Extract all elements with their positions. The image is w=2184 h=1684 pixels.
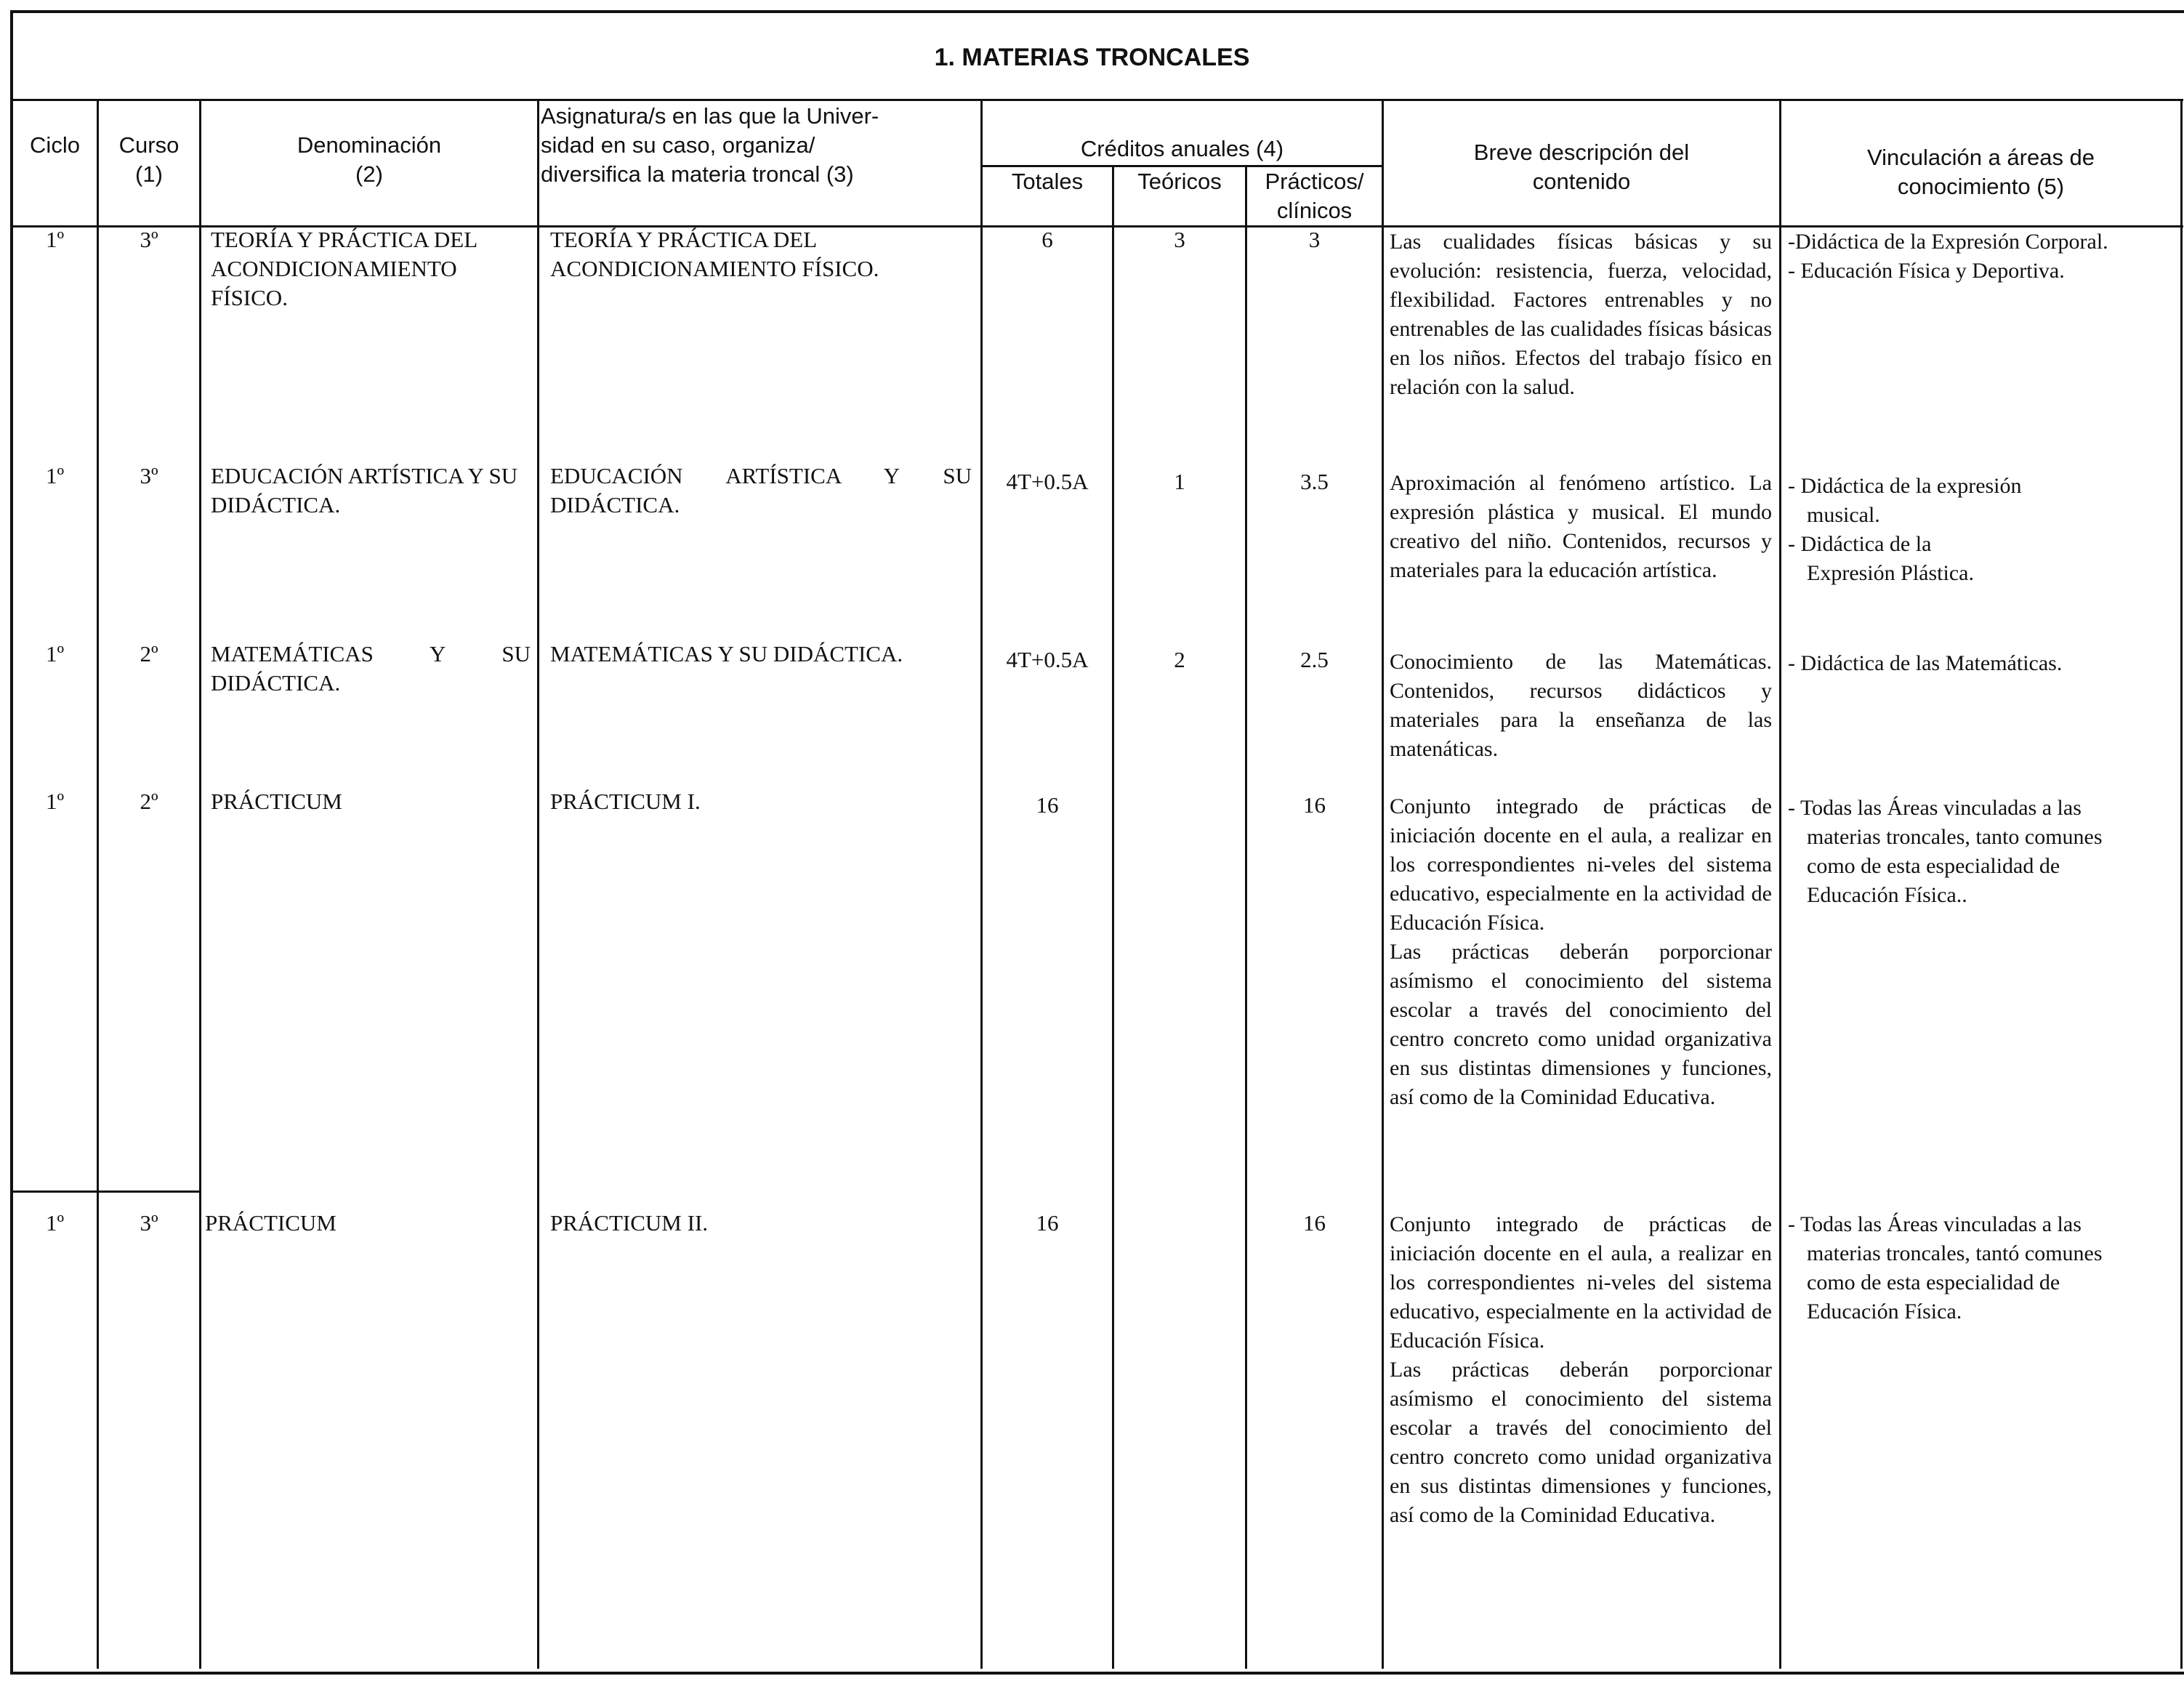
cell-areas bbox=[1788, 1210, 2151, 1326]
cell-asignatura: TEORÍA Y PRÁCTICA DEL ACONDICIONAMIENTO FÍSICO. bbox=[550, 227, 879, 281]
area-item: - Todas las Áreas vinculadas a las materias troncales, tanto comunes como de esta especialidad de Educación Física.. bbox=[1788, 796, 2103, 907]
cell-areas bbox=[1788, 794, 2151, 910]
cell-practicos: 16 bbox=[1303, 792, 1326, 818]
col-divider bbox=[1779, 99, 1781, 1669]
header-teoricos: Teóricos bbox=[1137, 169, 1222, 194]
cell-practicos: 2.5 bbox=[1300, 647, 1329, 672]
cell-totales: 16 bbox=[1036, 1210, 1059, 1236]
cell-totales: 4T+0.5A bbox=[1006, 469, 1089, 494]
header-ciclo: Ciclo bbox=[30, 132, 80, 158]
area-item: - Didáctica de la expresión musical. bbox=[1788, 474, 2022, 527]
header-creditos: Créditos anuales (4) bbox=[1080, 136, 1284, 161]
descripcion-paragraph: Las prácticas deberán porporcionar asímismo el conocimiento del sistema escolar a través del conocimiento del centro concreto como unidad organizativa en sus distintas dimensiones y funciones, así como de la Cominidad Educativa. bbox=[1390, 940, 1772, 1109]
cell-practicos: 3.5 bbox=[1300, 469, 1329, 494]
header-curso: Curso (1) bbox=[118, 132, 180, 187]
cell-ciclo: 1º bbox=[45, 1210, 65, 1236]
cell-areas bbox=[1788, 227, 2180, 286]
col-divider bbox=[97, 99, 99, 1669]
cell-totales: 16 bbox=[1036, 792, 1059, 818]
descripcion-paragraph: Las prácticas deberán porporcionar asímismo el conocimiento del sistema escolar a través del conocimiento del centro concreto como unidad organizativa en sus distintas dimensiones y funciones, así como de la Cominidad Educativa. bbox=[1390, 1358, 1772, 1527]
col-divider bbox=[1382, 99, 1384, 1669]
cell-totales: 4T+0.5A bbox=[1006, 647, 1089, 672]
cell-curso: 3º bbox=[140, 227, 158, 252]
cell-descripcion bbox=[1390, 1210, 1772, 1530]
cell-descripcion: Las cualidades físicas básicas y su evolución: resistencia, fuerza, velocidad, flexibilidad. Factores entrenables y no entrenables de las cualidades físicas básicas en los niños. Efectos del trabajo físico en relación con la salud. bbox=[1390, 230, 1772, 399]
cell-asignatura: MATEMÁTICAS Y SU DIDÁCTICA. bbox=[550, 641, 903, 666]
cell-curso: 3º bbox=[140, 463, 158, 488]
cell-denominacion: EDUCACIÓN ARTÍSTICA Y SU DIDÁCTICA. bbox=[211, 463, 518, 517]
cell-ciclo: 1º bbox=[45, 463, 65, 488]
col-divider bbox=[1112, 165, 1114, 1669]
cell-ciclo: 1º bbox=[45, 641, 65, 666]
header-denominacion: Denominación (2) bbox=[297, 132, 442, 187]
header-descripcion: Breve descripción del contenido bbox=[1473, 140, 1690, 194]
descripcion-paragraph: Conjunto integrado de prácticas de iniciación docente en el aula, a realizar en los correspondientes ni-veles del sistema educativo, especialmente en la actividad de Educación Física. bbox=[1390, 794, 1772, 935]
cell-denominacion: PRÁCTICUM bbox=[205, 1210, 337, 1236]
area-item: - Todas las Áreas vinculadas a las materias troncales, tantó comunes como de esta especialidad de Educación Física. bbox=[1788, 1212, 2103, 1324]
cell-asignatura: PRÁCTICUM II. bbox=[550, 1210, 709, 1236]
cell-asignatura: EDUCACIÓN ARTÍSTICA Y SU DIDÁCTICA. bbox=[550, 463, 972, 517]
cell-totales: 6 bbox=[1041, 227, 1053, 252]
cell-curso: 3º bbox=[140, 1210, 158, 1236]
header-practicos: Prácticos/ clínicos bbox=[1265, 169, 1364, 223]
row-divider-partial bbox=[10, 1191, 201, 1193]
cell-areas bbox=[1788, 472, 2180, 588]
table-title: 1. MATERIAS TRONCALES bbox=[934, 44, 1250, 71]
cell-areas bbox=[1788, 649, 2180, 678]
header-asignatura: Asignatura/s en las que la Univer- sidad en su caso, organiza/ diversifica la materia troncal (3) bbox=[541, 103, 879, 187]
cell-asignatura: PRÁCTICUM I. bbox=[550, 789, 701, 814]
descripcion-paragraph: Conjunto integrado de prácticas de iniciación docente en el aula, a realizar en los correspondientes ni-veles del sistema educativo, especialmente en la actividad de Educación Física. bbox=[1390, 1212, 1772, 1353]
cell-teoricos: 3 bbox=[1174, 227, 1185, 252]
col-divider bbox=[1245, 165, 1247, 1669]
col-divider bbox=[980, 99, 983, 1669]
title-divider bbox=[10, 99, 2183, 101]
area-item: -Didáctica de la Expresión Corporal. bbox=[1788, 230, 2108, 254]
cell-teoricos: 1 bbox=[1174, 469, 1185, 494]
area-item: - Didáctica de la Expresión Plástica. bbox=[1788, 532, 1974, 585]
cell-practicos: 3 bbox=[1308, 227, 1321, 252]
cell-descripcion: Conocimiento de las Matemáticas. Contenidos, recursos didácticos y materiales para la enseñanza de las matenáticas. bbox=[1390, 650, 1772, 761]
header-vinculacion: Vinculación a áreas de conocimiento (5) bbox=[1866, 145, 2095, 199]
cell-descripcion: Aproximación al fenómeno artístico. La expresión plástica y musical. El mundo creativo del niño. Contenidos, recursos y materiales para la educación artística. bbox=[1390, 471, 1772, 582]
cell-curso: 2º bbox=[140, 789, 158, 814]
cell-practicos: 16 bbox=[1303, 1210, 1326, 1236]
cell-teoricos: 2 bbox=[1174, 647, 1185, 672]
col-divider bbox=[537, 99, 539, 1669]
header-totales: Totales bbox=[1011, 169, 1084, 194]
cell-curso: 2º bbox=[140, 641, 158, 666]
cell-denominacion: PRÁCTICUM bbox=[211, 789, 342, 814]
area-item: - Didáctica de las Matemáticas. bbox=[1788, 651, 2063, 675]
col-divider bbox=[2180, 99, 2183, 1669]
cell-denominacion: MATEMÁTICAS Y SU DIDÁCTICA. bbox=[211, 641, 531, 696]
cell-ciclo: 1º bbox=[45, 789, 65, 814]
cell-denominacion: TEORÍA Y PRÁCTICA DEL ACONDICIONAMIENTO FÍSICO. bbox=[211, 227, 477, 310]
area-item: - Educación Física y Deportiva. bbox=[1788, 259, 2065, 283]
cell-descripcion bbox=[1390, 792, 1772, 1112]
cell-ciclo: 1º bbox=[45, 227, 65, 252]
col-divider bbox=[199, 99, 201, 1669]
